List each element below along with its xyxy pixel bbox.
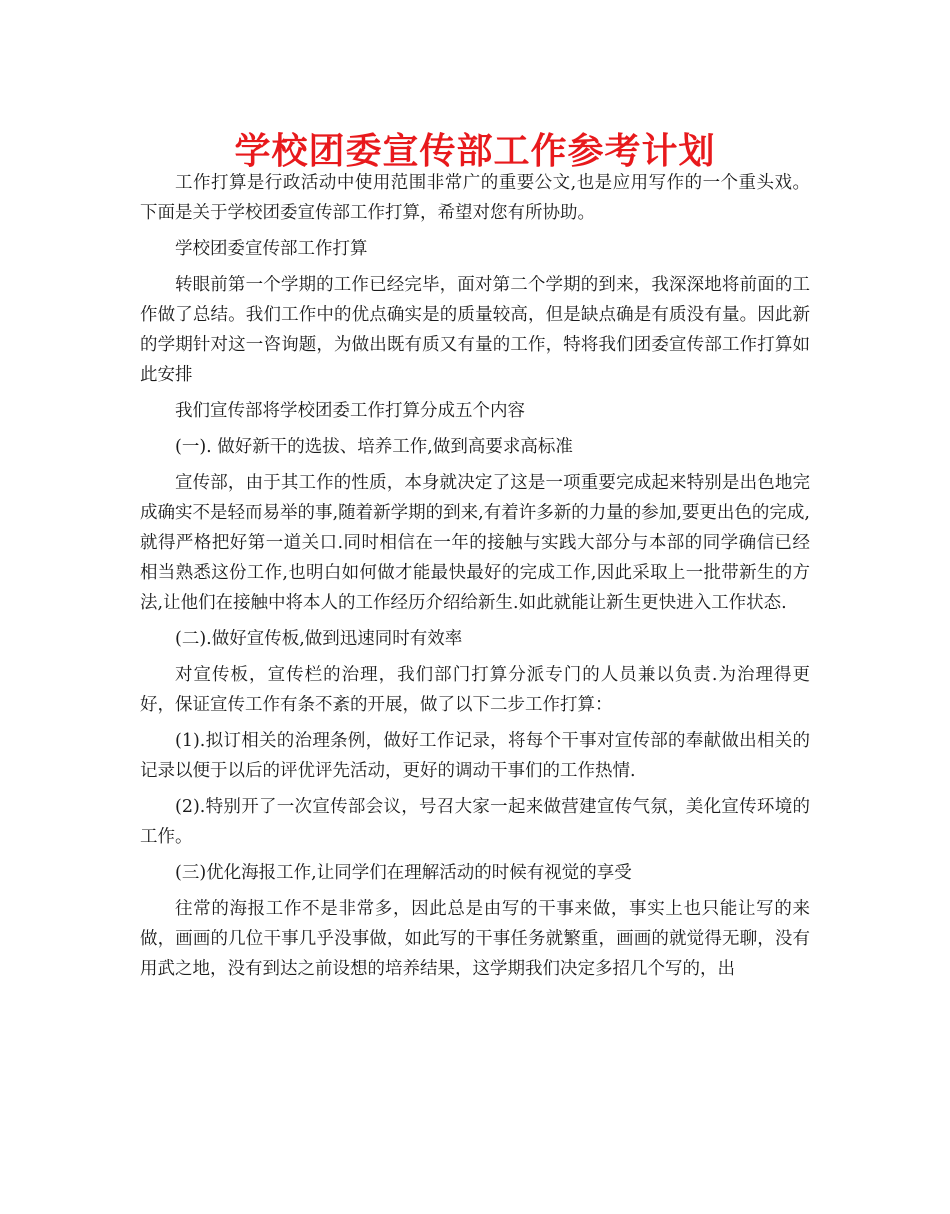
paragraph: (三)优化海报工作,让同学们在理解活动的时候有视觉的享受 — [175, 863, 632, 883]
paragraph: (1).拟订相关的治理条例，做好工作记录，将每个干事对宣传部的奉献做出相关的记录以便于以后的评优评先活动，更好的调动干事们的工作热情. — [140, 731, 810, 781]
paragraph: (二).做好宣传板,做到迅速同时有效率 — [175, 629, 463, 649]
paragraph: (一). 做好新干的选拔、培养工作,做到高要求高标准 — [175, 437, 573, 457]
paragraph: 往常的海报工作不是非常多，因此总是由写的干事来做，事实上也只能让写的来做，画画的几位干事几乎没事做，如此写的干事任务就繁重，画画的就觉得无聊，没有用武之地，没有到达之前设想的培养结果，这学期我们决定多招几个写的，出 — [140, 899, 810, 979]
paragraph: 转眼前第一个学期的工作已经完毕，面对第二个学期的到来，我深深地将前面的工作做了总结。我们工作中的优点确实是的质量较高，但是缺点确是有质没有量。因此新的学期针对这一咨询题，为做出既有质又有量的工作，特将我们团委宣传部工作打算如此安排 — [140, 275, 810, 385]
paragraph: 工作打算是行政活动中使用范围非常广的重要公文,也是应用写作的一个重头戏。下面是关于学校团委宣传部工作打算，希望对您有所协助。 — [140, 173, 810, 223]
document-body — [140, 168, 810, 990]
document-title: 学校团委宣传部工作参考计划 — [234, 131, 716, 172]
paragraph: 我们宣传部将学校团委工作打算分成五个内容 — [175, 401, 525, 421]
paragraph: 学校团委宣传部工作打算 — [175, 239, 368, 259]
paragraph: (2).特别开了一次宣传部会议，号召大家一起来做营建宣传气氛，美化宣传环境的工作。 — [140, 797, 810, 847]
paragraph: 对宣传板，宣传栏的治理，我们部门打算分派专门的人员兼以负责.为治理得更好，保证宣传工作有条不紊的开展，做了以下二步工作打算： — [140, 665, 810, 715]
paragraph: 宣传部，由于其工作的性质，本身就决定了这是一项重要完成起来特别是出色地完成确实不是轻而易举的事,随着新学期的到来,有着许多新的力量的参加,要更出色的完成,就得严格把好第一道关口.同时相信在一年的接触与实践大部分与本部的同学确信已经相当熟悉这份工作,也明白如何做才能最快最好的完成工作,因此采取上一批带新生的方法,让他们在接触中将本人的工作经历介绍给新生.如此就能让新生更快进入工作状态. — [140, 473, 810, 613]
